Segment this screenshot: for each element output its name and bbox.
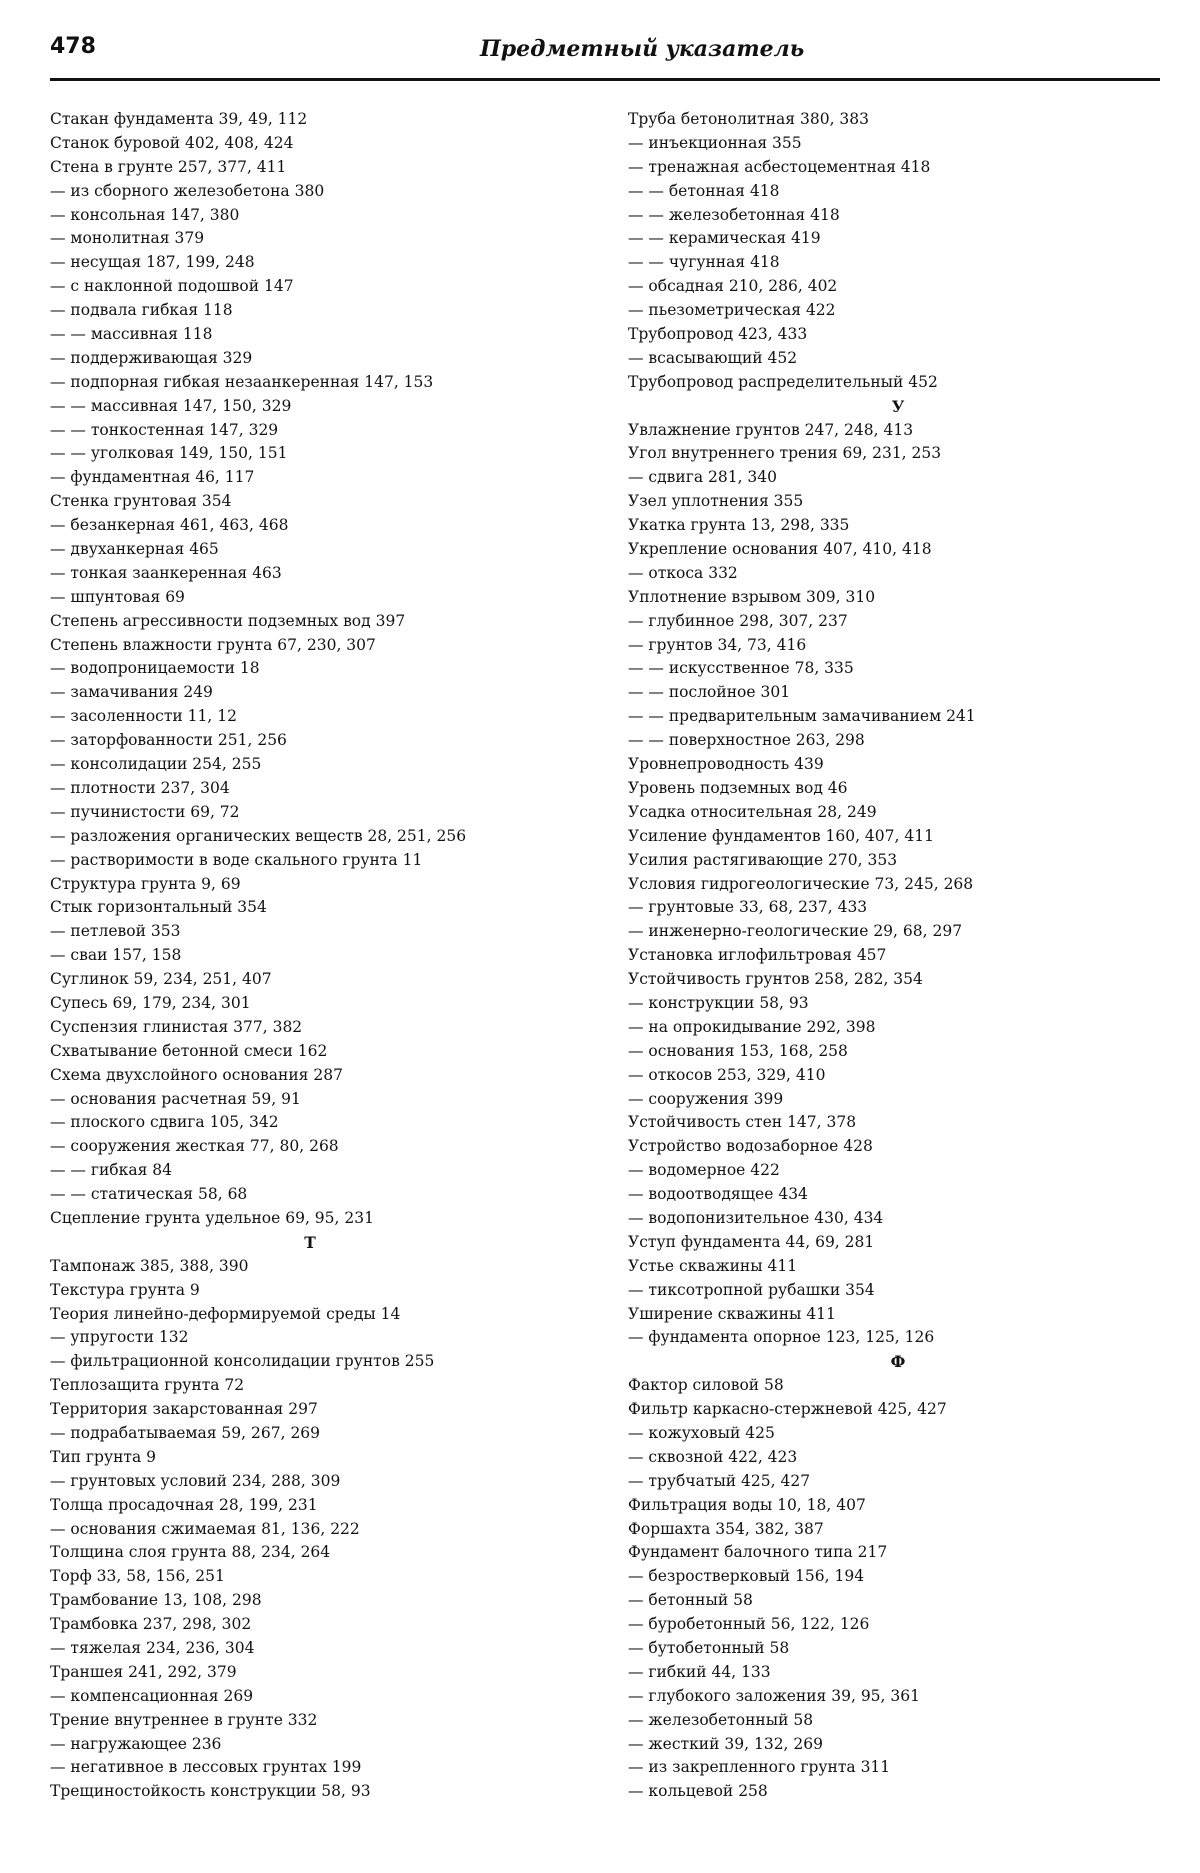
index-entry: — плоского сдвига 105, 342 [50, 1113, 279, 1132]
index-entry: — железобетонный 58 [628, 1710, 814, 1729]
index-entry: Стена в грунте 257, 377, 411 [50, 157, 287, 176]
index-entry: Текстура грунта 9 [50, 1280, 200, 1299]
index-entry: — негативное в лессовых грунтах 199 [50, 1758, 362, 1777]
index-entry: Трение внутреннее в грунте 332 [50, 1710, 318, 1729]
index-entry: — заторфованности 251, 256 [50, 731, 287, 750]
index-entry: — безростверковый 156, 194 [628, 1567, 865, 1586]
index-entry: — конструкции 58, 93 [628, 993, 809, 1012]
index-entry: — с наклонной подошвой 147 [50, 277, 294, 296]
index-entry: — грунтовых условий 234, 288, 309 [50, 1471, 341, 1490]
index-entry: — откосов 253, 329, 410 [628, 1065, 826, 1084]
index-entry: — компенсационная 269 [50, 1686, 254, 1705]
section-letter: Ф [890, 1352, 906, 1372]
index-entry: — бетонный 58 [628, 1591, 753, 1610]
index-entry: Трещиностойкость конструкции 58, 93 [50, 1782, 371, 1801]
index-entry: Сцепление грунта удельное 69, 95, 231 [50, 1208, 374, 1227]
index-entry: Фактор силовой 58 [628, 1376, 784, 1395]
index-entry: — шпунтовая 69 [50, 587, 185, 606]
index-entry: — инженерно-геологические 29, 68, 297 [628, 922, 963, 941]
index-entry: — поддерживающая 329 [50, 348, 253, 367]
index-entry: — откоса 332 [628, 563, 738, 582]
index-entry: Трубопровод распределительный 452 [628, 372, 938, 391]
index-entry: — — чугунная 418 [628, 253, 780, 272]
index-entry: — — железобетонная 418 [628, 205, 840, 224]
index-entry: — сооружения 399 [628, 1089, 784, 1108]
index-entry: Угол внутреннего трения 69, 231, 253 [628, 444, 942, 463]
index-entry: — подпорная гибкая незаанкеренная 147, 153 [50, 372, 434, 391]
index-entry: Уплотнение взрывом 309, 310 [628, 587, 876, 606]
index-entry: — сдвига 281, 340 [628, 468, 778, 487]
index-entry: — — гибкая 84 [50, 1161, 172, 1180]
index-entry: — двуханкерная 465 [50, 540, 219, 559]
index-entry: Территория закарстованная 297 [50, 1400, 318, 1419]
page-header [50, 34, 1160, 74]
index-entry: — всасывающий 452 [628, 348, 798, 367]
index-entry: Супесь 69, 179, 234, 301 [50, 993, 251, 1012]
index-entry: — обсадная 210, 286, 402 [628, 277, 838, 296]
index-entry: Устройство водозаборное 428 [628, 1137, 873, 1156]
index-entry: — кожуховый 425 [628, 1423, 775, 1442]
index-entry: Толщина слоя грунта 88, 234, 264 [50, 1543, 331, 1562]
index-entry: Усилия растягивающие 270, 353 [628, 850, 898, 869]
index-entry: Степень агрессивности подземных вод 397 [50, 611, 406, 630]
index-entry: — основания 153, 168, 258 [628, 1041, 848, 1060]
index-entry: Станок буровой 402, 408, 424 [50, 133, 294, 152]
index-entry: — сквозной 422, 423 [628, 1447, 798, 1466]
index-entry: — сооружения жесткая 77, 80, 268 [50, 1137, 339, 1156]
index-entry: Тип грунта 9 [50, 1447, 157, 1466]
index-entry: — подрабатываемая 59, 267, 269 [50, 1423, 321, 1442]
index-entry: Трубопровод 423, 433 [628, 325, 808, 344]
index-entry: Стенка грунтовая 354 [50, 492, 232, 511]
index-entry: — пьезометрическая 422 [628, 301, 836, 320]
index-entry: — жесткий 39, 132, 269 [628, 1734, 823, 1753]
index-entry: — пучинистости 69, 72 [50, 802, 240, 821]
index-entry: Степень влажности грунта 67, 230, 307 [50, 635, 376, 654]
page-number: 478 [50, 34, 96, 59]
index-entry: — петлевой 353 [50, 922, 181, 941]
index-entry: Укатка грунта 13, 298, 335 [628, 516, 850, 535]
index-entry: — тонкая заанкеренная 463 [50, 563, 282, 582]
index-entry: Стык горизонтальный 354 [50, 898, 267, 917]
index-entry: — фундамента опорное 123, 125, 126 [628, 1328, 935, 1347]
index-entry: Фильтрация воды 10, 18, 407 [628, 1495, 866, 1514]
index-entry: Форшахта 354, 382, 387 [628, 1519, 824, 1538]
index-entry: — — керамическая 419 [628, 229, 821, 248]
running-title: Предметный указатель [480, 36, 805, 62]
index-entry: — кольцевой 258 [628, 1782, 768, 1801]
index-entry: Увлажнение грунтов 247, 248, 413 [628, 420, 914, 439]
index-entry: Суспензия глинистая 377, 382 [50, 1017, 303, 1036]
index-entry: Устойчивость грунтов 258, 282, 354 [628, 970, 923, 989]
index-entry: Устойчивость стен 147, 378 [628, 1113, 857, 1132]
index-entry: — — предварительным замачиванием 241 [628, 707, 976, 726]
index-entry: — трубчатый 425, 427 [628, 1471, 811, 1490]
index-entry: — — искусственное 78, 335 [628, 659, 854, 678]
index-entry: — — тонкостенная 147, 329 [50, 420, 279, 439]
index-entry: — на опрокидывание 292, 398 [628, 1017, 876, 1036]
index-entry: Трамбовка 237, 298, 302 [50, 1615, 252, 1634]
index-entry: Стакан фундамента 39, 49, 112 [50, 110, 308, 128]
index-entry: Труба бетонолитная 380, 383 [628, 110, 870, 128]
index-entry: Уровень подземных вод 46 [628, 778, 848, 797]
index-entry: Суглинок 59, 234, 251, 407 [50, 970, 272, 989]
index-entry: — основания расчетная 59, 91 [50, 1089, 301, 1108]
index-entry: Теория линейно-деформируемой среды 14 [50, 1304, 401, 1323]
index-entry: — консольная 147, 380 [50, 205, 240, 224]
index-entry: — бутобетонный 58 [628, 1639, 790, 1657]
index-entry: Установка иглофильтровая 457 [628, 946, 887, 965]
index-entry: — — уголковая 149, 150, 151 [50, 444, 288, 463]
index-entry: Фильтр каркасно-стержневой 425, 427 [628, 1400, 947, 1419]
index-entry: — упругости 132 [50, 1328, 189, 1347]
index-entry: — плотности 237, 304 [50, 778, 230, 797]
index-entry: Усадка относительная 28, 249 [628, 802, 877, 821]
index-entry: — замачивания 249 [50, 683, 213, 702]
index-entry: — фундаментная 46, 117 [50, 468, 255, 487]
index-entry: — нагружающее 236 [50, 1734, 222, 1753]
index-entry: — буробетонный 56, 122, 126 [628, 1615, 870, 1634]
index-entry: Теплозащита грунта 72 [50, 1376, 245, 1395]
section-letter: У [891, 396, 905, 416]
index-entry: — — статическая 58, 68 [50, 1185, 248, 1204]
index-entry: Уступ фундамента 44, 69, 281 [628, 1232, 875, 1251]
index-entry: Устье скважины 411 [628, 1256, 798, 1275]
index-entry: — растворимости в воде скального грунта 11 [50, 850, 423, 869]
index-entry: — консолидации 254, 255 [50, 755, 262, 774]
index-entry: — — массивная 118 [50, 325, 213, 344]
index-entry: — глубинное 298, 307, 237 [628, 611, 848, 630]
index-entry: — фильтрационной консолидации грунтов 255 [50, 1352, 435, 1371]
index-entry: Условия гидрогеологические 73, 245, 268 [628, 874, 974, 893]
index-entry: Схема двухслойного основания 287 [50, 1065, 343, 1084]
index-entry: — — послойное 301 [628, 683, 791, 702]
index-entry: Структура грунта 9, 69 [50, 874, 241, 893]
index-entry: Толща просадочная 28, 199, 231 [50, 1495, 318, 1514]
index-entry: — грунтов 34, 73, 416 [628, 635, 807, 654]
index-entry: — — бетонная 418 [628, 181, 780, 200]
index-entry: — грунтовые 33, 68, 237, 433 [628, 898, 868, 917]
index-entry: Уширение скважины 411 [628, 1304, 836, 1323]
index-entry: — тренажная асбестоцементная 418 [628, 157, 931, 176]
index-entry: — подвала гибкая 118 [50, 301, 233, 320]
index-entry: Фундамент балочного типа 217 [628, 1543, 888, 1562]
index-entry: Схватывание бетонной смеси 162 [50, 1041, 328, 1060]
index-entry: Трамбование 13, 108, 298 [50, 1591, 262, 1610]
index-entry: — водомерное 422 [628, 1161, 780, 1180]
index-entry: — тиксотропной рубашки 354 [628, 1280, 875, 1299]
index-entry: — из сборного железобетона 380 [50, 181, 325, 200]
index-entry: — разложения органических веществ 28, 251, 256 [50, 826, 467, 845]
index-entry: — монолитная 379 [50, 229, 205, 248]
index-entry: — сваи 157, 158 [50, 946, 182, 965]
index-entry: Тампонаж 385, 388, 390 [50, 1256, 249, 1275]
index-entry: — гибкий 44, 133 [628, 1662, 771, 1681]
index-entry: — несущая 187, 199, 248 [50, 253, 255, 272]
index-entry: — из закрепленного грунта 311 [628, 1758, 891, 1777]
index-entry: Уровнепроводность 439 [628, 755, 824, 774]
index-entry: — основания сжимаемая 81, 136, 222 [50, 1519, 360, 1538]
index-entry: — водопонизительное 430, 434 [628, 1208, 884, 1227]
header-rule [50, 78, 1160, 81]
index-entry: Укрепление основания 407, 410, 418 [628, 540, 932, 559]
index-entry: — засоленности 11, 12 [50, 707, 237, 726]
index-entry: — тяжелая 234, 236, 304 [50, 1639, 255, 1657]
index-entry: — — массивная 147, 150, 329 [50, 396, 292, 415]
index-entry: — инъекционная 355 [628, 133, 802, 152]
index-entry: — водоотводящее 434 [628, 1185, 808, 1204]
index-entry: — глубокого заложения 39, 95, 361 [628, 1686, 920, 1705]
index-entry: — — поверхностное 263, 298 [628, 731, 865, 750]
index-entry: Усиление фундаментов 160, 407, 411 [628, 826, 934, 845]
index-entry: Торф 33, 58, 156, 251 [50, 1567, 225, 1586]
index-column-left [50, 108, 590, 1804]
section-letter: Т [304, 1232, 316, 1252]
index-entry: Узел уплотнения 355 [628, 492, 804, 511]
index-entry: — водопроницаемости 18 [50, 659, 260, 678]
index-column-right [628, 108, 1168, 1804]
index-entry: Траншея 241, 292, 379 [50, 1662, 237, 1681]
index-entry: — безанкерная 461, 463, 468 [50, 516, 289, 535]
